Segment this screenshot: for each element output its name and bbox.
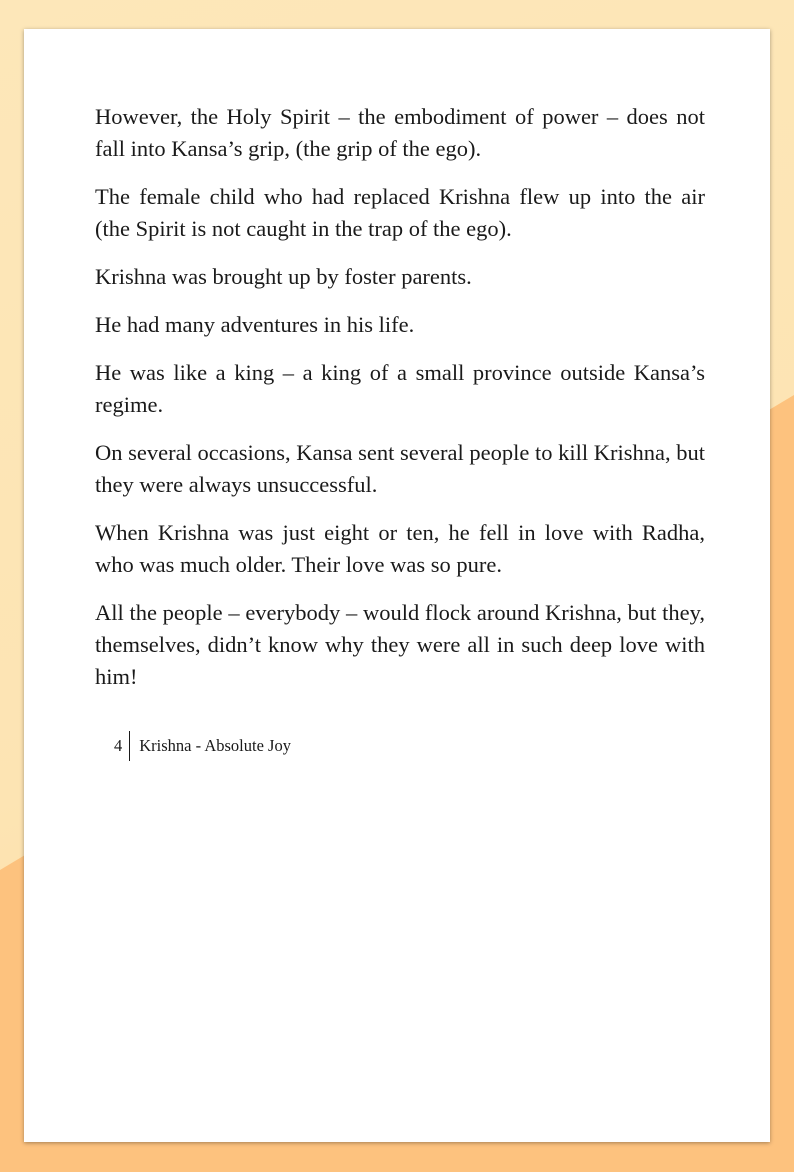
paragraph-3: Krishna was brought up by foster parents. — [95, 264, 472, 289]
footer-divider — [129, 731, 130, 761]
paragraph-1: However, the Holy Spirit – the embodiment of power – does not fall into Kansa’s grip, (the grip of the ego). — [95, 104, 705, 161]
paragraph-7: When Krishna was just eight or ten, he fell in love with Radha, who was much older. Their love was so pure. — [95, 520, 705, 577]
page-body — [95, 101, 705, 709]
book-page — [24, 29, 770, 1142]
paragraph-2: The female child who had replaced Krishna flew up into the air (the Spirit is not caught in the trap of the ego). — [95, 184, 705, 241]
paragraph-6: On several occasions, Kansa sent several people to kill Krishna, but they were always unsuccessful. — [95, 440, 705, 497]
page-number: 4 — [114, 736, 123, 755]
paragraph-8: All the people – everybody – would flock around Krishna, but they, themselves, didn’t know why they were all in such deep love with him! — [95, 600, 705, 689]
page-footer — [114, 731, 291, 761]
paragraph-4: He had many adventures in his life. — [95, 312, 415, 337]
paragraph-5: He was like a king – a king of a small province outside Kansa’s regime. — [95, 360, 705, 417]
running-title: Krishna - Absolute Joy — [139, 736, 291, 755]
